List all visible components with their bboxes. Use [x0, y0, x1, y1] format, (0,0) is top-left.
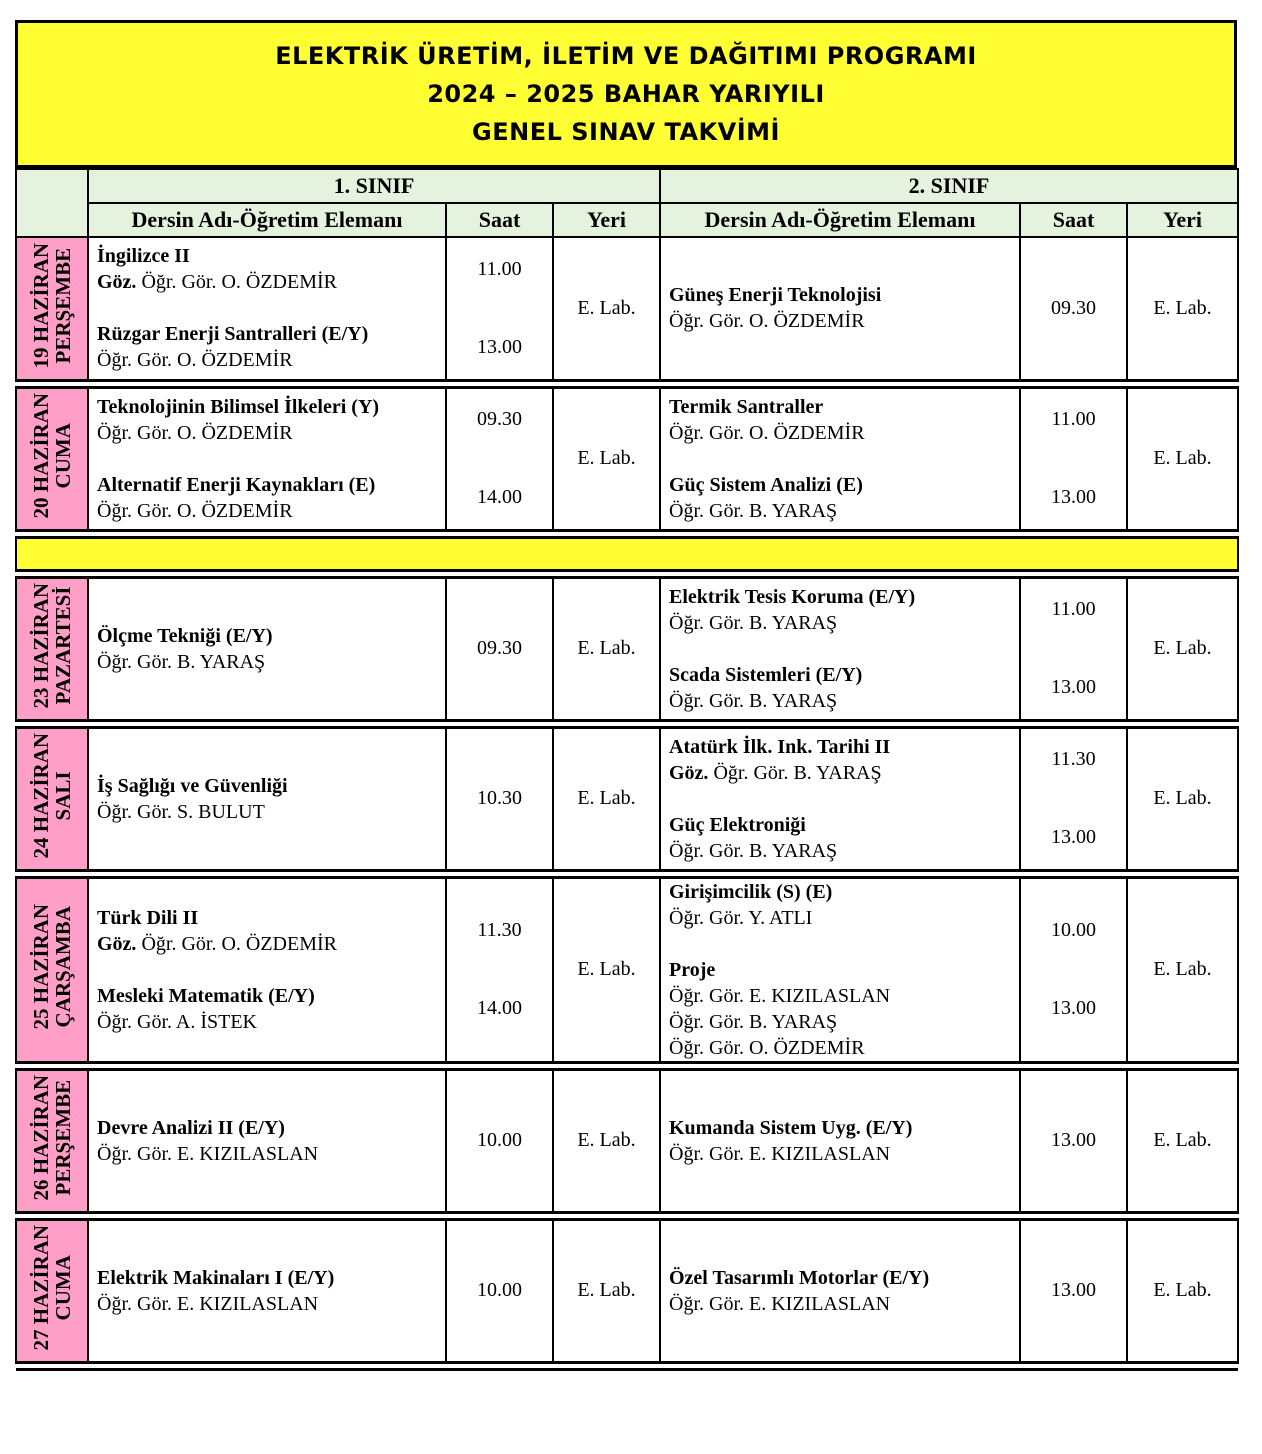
course-entry [669, 282, 1011, 334]
course-cell [660, 877, 1020, 1062]
time-cell [446, 727, 553, 870]
course-title: Elektrik Tesis Koruma (E/Y) [669, 585, 916, 608]
course-entry [97, 243, 437, 295]
time-col-header-2: Saat [1020, 203, 1127, 237]
day-label-cell [16, 1069, 88, 1212]
separator-row [16, 1212, 1238, 1219]
place-col-header-2: Yeri [1127, 203, 1238, 237]
exam-time: 13.00 [1051, 486, 1096, 508]
exam-time: 13.00 [1051, 826, 1096, 848]
exam-time: 13.00 [1051, 1279, 1096, 1301]
place-col-header-1: Yeri [553, 203, 660, 237]
exam-time: 13.00 [1051, 997, 1096, 1019]
calendar-title: GENEL SINAV TAKVİMİ [472, 118, 780, 146]
exam-time: 10.00 [1051, 919, 1096, 941]
course-cell [88, 727, 446, 870]
instructor-name: Öğr. Gör. B. YARAŞ [669, 499, 838, 522]
exam-place: E. Lab. [553, 387, 660, 530]
instructor-name: Öğr. Gör. O. ÖZDEMİR [97, 349, 293, 372]
course-entry [669, 812, 1011, 864]
exam-place: E. Lab. [1127, 877, 1238, 1062]
course-entry [669, 957, 1011, 1061]
time-cell [1020, 577, 1127, 720]
exam-place: E. Lab. [1127, 1069, 1238, 1212]
course-entry [669, 584, 1011, 636]
exam-time: 09.30 [1051, 296, 1096, 319]
exam-place: E. Lab. [1127, 727, 1238, 870]
instructor-line [97, 347, 437, 373]
separator-row [16, 380, 1238, 387]
instructor-name: Öğr. Gör. Y. ATLI [669, 906, 813, 929]
course-entry [669, 394, 1011, 446]
course-title: Mesleki Matematik (E/Y) [97, 984, 315, 1007]
day-date: 24 HAZİRAN [29, 733, 53, 859]
course-cell [660, 1219, 1020, 1362]
instructor-line [97, 269, 437, 295]
exam-place: E. Lab. [553, 1219, 660, 1362]
course-cell [88, 237, 446, 380]
instructor-line [97, 1009, 437, 1035]
instructor-name: Öğr. Gör. O. ÖZDEMİR [669, 421, 865, 444]
course-cell [660, 237, 1020, 380]
course-entry [669, 734, 1011, 786]
instructor-name: Öğr. Gör. B. YARAŞ [713, 761, 882, 784]
weekend-gap-row [16, 537, 1238, 570]
separator-row [16, 720, 1238, 727]
course-entry [97, 1115, 437, 1167]
instructor-line [97, 649, 437, 675]
time-cell [1020, 877, 1127, 1062]
instructor-line [669, 610, 1011, 636]
course-title: Rüzgar Enerji Santralleri (E/Y) [97, 323, 369, 346]
time-cell [1020, 1219, 1127, 1362]
exam-place: E. Lab. [553, 727, 660, 870]
course-title: Girişimcilik (S) (E) [669, 880, 833, 903]
separator-row [16, 570, 1238, 577]
exam-time: 11.30 [1051, 748, 1096, 770]
exam-place: E. Lab. [553, 237, 660, 380]
time-cell [446, 237, 553, 380]
course-cell [660, 577, 1020, 720]
time-col-header-1: Saat [446, 203, 553, 237]
exam-place: E. Lab. [553, 1069, 660, 1212]
instructor-name: Öğr. Gör. B. YARAŞ [669, 611, 838, 634]
course-entry [97, 773, 437, 825]
instructor-line [97, 799, 437, 825]
instructor-name: Öğr. Gör. O. ÖZDEMİR [97, 499, 293, 522]
instructor-name: Öğr. Gör. O. ÖZDEMİR [669, 310, 865, 333]
course-entry [97, 472, 437, 524]
separator-row [16, 1362, 1238, 1369]
day-row [16, 237, 1238, 380]
course-cell [88, 577, 446, 720]
course-title: İş Sağlığı ve Güvenliği [97, 774, 288, 797]
instructor-line [669, 1141, 1011, 1167]
schedule-table [15, 168, 1239, 1371]
day-date: 27 HAZİRAN [29, 1225, 53, 1351]
day-label-cell [16, 1219, 88, 1362]
course-cell [88, 877, 446, 1062]
course-cell [88, 1069, 446, 1212]
exam-time: 14.00 [477, 486, 522, 508]
day-row [16, 1219, 1238, 1362]
day-date: 25 HAZİRAN [29, 904, 53, 1030]
time-cell [446, 1069, 553, 1212]
instructor-line [669, 498, 1011, 524]
course-title: Atatürk İlk. Ink. Tarihi II [669, 735, 891, 758]
day-date: 23 HAZİRAN [29, 583, 53, 709]
course-entry [97, 983, 437, 1035]
course-title: Özel Tasarımlı Motorlar (E/Y) [669, 1266, 930, 1289]
exam-time: 11.30 [477, 919, 522, 941]
day-label-cell [16, 237, 88, 380]
day-date: 26 HAZİRAN [29, 1075, 53, 1201]
time-cell [1020, 727, 1127, 870]
course-title: Scada Sistemleri (E/Y) [669, 663, 863, 686]
course-title: Devre Analizi II (E/Y) [97, 1116, 285, 1139]
instructor-name: Öğr. Gör. E. KIZILASLAN [669, 1142, 891, 1165]
course-title: İngilizce II [97, 245, 190, 268]
exam-time: 10.30 [477, 787, 522, 809]
exam-place: E. Lab. [1127, 1219, 1238, 1362]
course-cell [88, 387, 446, 530]
course-entry [669, 1265, 1011, 1317]
instructor-line [97, 1141, 437, 1167]
course-title: Ölçme Tekniği (E/Y) [97, 624, 273, 647]
instructor-name: Öğr. Gör. O. ÖZDEMİR [141, 932, 337, 955]
course-title: Elektrik Makinaları I (E/Y) [97, 1266, 335, 1289]
day-row [16, 727, 1238, 870]
time-cell [1020, 1069, 1127, 1212]
instructor-line [669, 905, 1011, 931]
day-row [16, 877, 1238, 1062]
instructor-name: Öğr. Gör. S. BULUT [97, 800, 265, 823]
course-title: Termik Santraller [669, 395, 824, 418]
course-title: Teknolojinin Bilimsel İlkeleri (Y) [97, 395, 380, 418]
course-title: Proje [669, 958, 716, 981]
instructor-line [97, 420, 437, 446]
instructor-line [669, 838, 1011, 864]
instructor-name: Öğr. Gör. B. YARAŞ [97, 650, 266, 673]
instructor-name: Öğr. Gör. E. KIZILASLAN [669, 1292, 891, 1315]
course-entry [669, 472, 1011, 524]
separator-row [16, 1062, 1238, 1069]
instructor-name: Öğr. Gör. O. ÖZDEMİR [141, 271, 337, 294]
semester-title: 2024 – 2025 BAHAR YARIYILI [427, 80, 825, 108]
course-entry [97, 321, 437, 373]
day-weekday: PERŞEMBE [51, 1080, 75, 1196]
course-title: Güç Sistem Analizi (E) [669, 473, 863, 496]
course-entry [97, 905, 437, 957]
exam-time: 13.00 [1051, 676, 1096, 698]
proctor-prefix: Göz. [669, 761, 709, 784]
exam-time: 09.30 [477, 637, 522, 659]
program-title: ELEKTRİK ÜRETİM, İLETİM VE DAĞITIMI PROGRAMI [275, 42, 977, 70]
day-header-cell [16, 169, 88, 237]
time-cell [1020, 387, 1127, 530]
day-date: 20 HAZİRAN [29, 393, 53, 519]
course-col-header-2: Dersin Adı-Öğretim Elemanı [660, 203, 1020, 237]
day-label-cell [16, 387, 88, 530]
instructor-name: Öğr. Gör. B. YARAŞ [669, 839, 838, 862]
course-title: Alternatif Enerji Kaynakları (E) [97, 473, 376, 496]
instructor-name: Öğr. Gör. B. YARAŞ [669, 1010, 838, 1033]
instructor-name: Öğr. Gör. O. ÖZDEMİR [669, 1036, 865, 1059]
day-label-cell [16, 877, 88, 1062]
exam-place: E. Lab. [1127, 577, 1238, 720]
course-cell [660, 1069, 1020, 1212]
instructor-line [97, 931, 437, 957]
time-cell [446, 877, 553, 1062]
exam-time: 14.00 [477, 997, 522, 1019]
day-date: 19 HAZİRAN [29, 243, 53, 369]
instructor-line [669, 1291, 1011, 1317]
class2-header: 2. SINIF [660, 169, 1238, 203]
day-row [16, 577, 1238, 720]
time-cell [446, 387, 553, 530]
instructor-line [669, 420, 1011, 446]
time-cell [446, 577, 553, 720]
day-row [16, 387, 1238, 530]
instructor-name: Öğr. Gör. E. KIZILASLAN [97, 1142, 319, 1165]
instructor-line [669, 308, 1011, 334]
proctor-prefix: Göz. [97, 271, 137, 294]
separator-row [16, 530, 1238, 537]
instructor-line [97, 1291, 437, 1317]
exam-time: 13.00 [1051, 1129, 1096, 1151]
proctor-prefix: Göz. [97, 932, 137, 955]
instructor-name: Öğr. Gör. B. YARAŞ [669, 689, 838, 712]
day-weekday: SALI [51, 771, 75, 821]
day-label-cell [16, 577, 88, 720]
exam-place: E. Lab. [1127, 387, 1238, 530]
course-entry [669, 879, 1011, 931]
class1-header: 1. SINIF [88, 169, 660, 203]
instructor-name: Öğr. Gör. E. KIZILASLAN [97, 1292, 319, 1315]
course-entry [669, 662, 1011, 714]
separator-row [16, 870, 1238, 877]
day-weekday: CUMA [51, 1255, 75, 1321]
instructor-name: Öğr. Gör. E. KIZILASLAN [669, 984, 891, 1007]
exam-time: 10.00 [477, 1129, 522, 1151]
exam-place: E. Lab. [553, 877, 660, 1062]
exam-time: 11.00 [1051, 408, 1096, 430]
exam-time: 09.30 [477, 408, 522, 430]
course-entry [97, 623, 437, 675]
exam-time: 10.00 [477, 1279, 522, 1301]
instructor-line [669, 983, 1011, 1009]
time-cell [446, 1219, 553, 1362]
course-title: Güneş Enerji Teknolojisi [669, 284, 882, 307]
course-cell [660, 387, 1020, 530]
day-weekday: CUMA [51, 423, 75, 489]
time-cell [1020, 237, 1127, 380]
instructor-line [97, 498, 437, 524]
course-cell [660, 727, 1020, 870]
instructor-name: Öğr. Gör. O. ÖZDEMİR [97, 421, 293, 444]
day-weekday: PAZARTESİ [51, 587, 75, 705]
course-entry [97, 1265, 437, 1317]
instructor-name: Öğr. Gör. A. İSTEK [97, 1010, 257, 1033]
course-title: Güç Elektroniği [669, 813, 806, 836]
course-entry [97, 394, 437, 446]
exam-time: 11.00 [477, 257, 522, 280]
day-weekday: ÇARŞAMBA [51, 906, 75, 1028]
exam-time: 13.00 [477, 335, 522, 358]
exam-place: E. Lab. [553, 577, 660, 720]
schedule-header [15, 20, 1237, 168]
exam-time: 11.00 [1051, 598, 1096, 620]
day-row [16, 1069, 1238, 1212]
course-col-header-1: Dersin Adı-Öğretim Elemanı [88, 203, 446, 237]
course-title: Kumanda Sistem Uyg. (E/Y) [669, 1116, 913, 1139]
course-title: Türk Dili II [97, 906, 199, 929]
day-weekday: PERŞEMBE [51, 247, 75, 364]
instructor-line [669, 688, 1011, 714]
instructor-line [669, 760, 1011, 786]
course-entry [669, 1115, 1011, 1167]
exam-place: E. Lab. [1127, 237, 1238, 380]
day-label-cell [16, 727, 88, 870]
course-cell [88, 1219, 446, 1362]
exam-schedule [15, 20, 1237, 1371]
